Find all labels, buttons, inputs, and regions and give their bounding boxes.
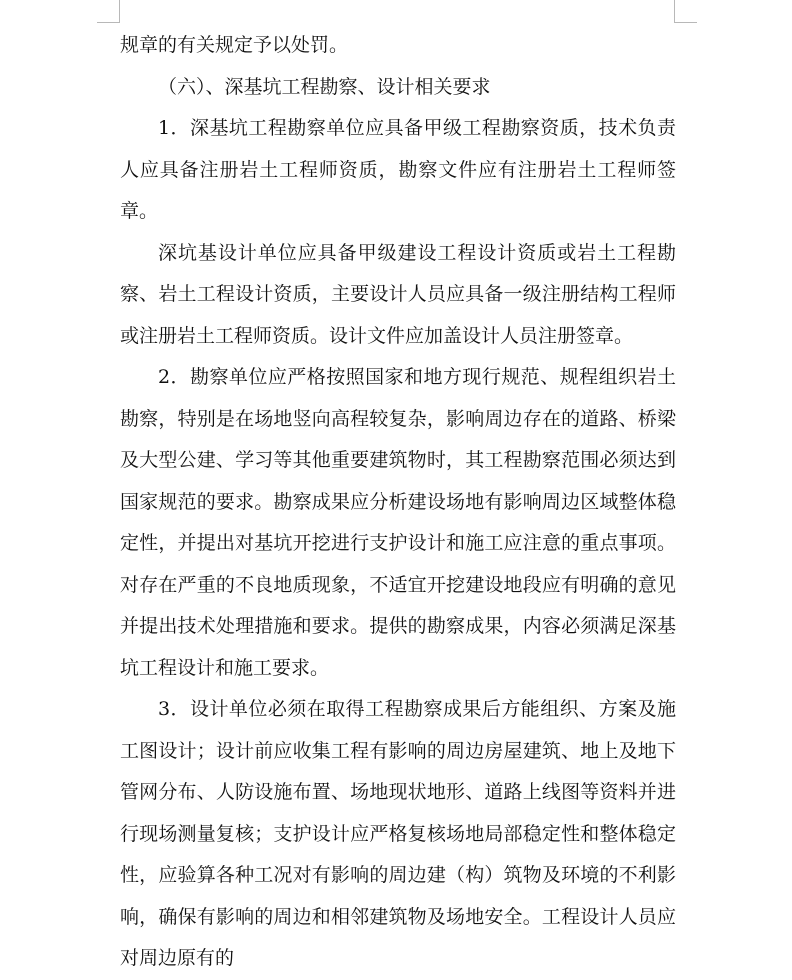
crop-mark-top-right [674, 0, 697, 23]
paragraph-design-requirements: 深坑基设计单位应具备甲级建设工程设计资质或岩土工程勘察、岩土工程设计资质，主要设计人员应具备一级注册结构工程师或注册岩土工程师资质。设计文件应加盖设计人员注册签章。 [120, 241, 676, 347]
paragraph-item-1: 1．深基坑工程勘察单位应具备甲级工程勘察资质，技术负责人应具备注册岩土工程师资质，勘察文件应有注册岩土工程师签章。 [120, 117, 676, 222]
section-heading: （六）、深基坑工程勘察、设计相关要求 [158, 75, 491, 98]
crop-mark-top-left [97, 0, 120, 23]
document-body [120, 25, 676, 980]
paragraph-item-2: 2．勘察单位应严格按照国家和地方现行规范、规程组织岩土勘察，特别是在场地竖向高程较复杂，影响周边存在的道路、桥梁及大型公建、学习等其他重要建筑物时，其工程勘察范围必须达到国家规范的要求。勘察成果应分析建设场地有影响周边区域整体稳定性，并提出对基坑开挖进行支护设计和施工应注意的重点事项。对存在严重的不良地质现象，不适宜开挖建设地段应有明确的意见并提出技术处理措施和要求。提供的勘察成果，内容必须满足深基坑工程设计和施工要求。 [120, 366, 676, 679]
paragraph-item-3: 3．设计单位必须在取得工程勘察成果后方能组织、方案及施工图设计；设计前应收集工程有影响的周边房屋建筑、地上及地下管网分布、人防设施布置、场地现状地形、道路上线图等资料并进行现场测量复核；支护设计应严格复核场地局部稳定性和整体稳定性，应验算各种工况对有影响的周边建（构）筑物及环境的不利影响，确保有影响的周边和相邻建筑物及场地安全。工程设计人员应对周边原有的 [120, 698, 676, 969]
paragraph-continuation: 规章的有关规定予以处罚。 [120, 34, 349, 56]
